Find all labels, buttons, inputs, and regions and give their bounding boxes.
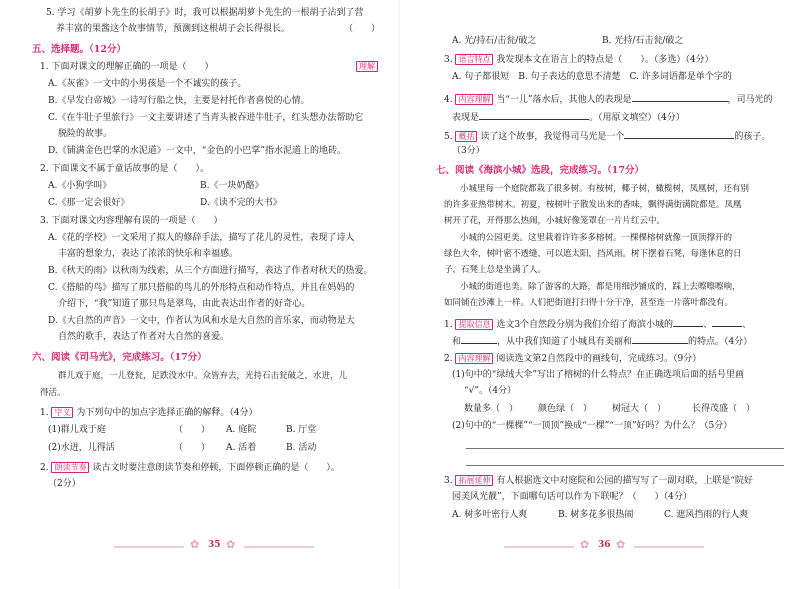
s7-q1-text-d: ，从中我们知道了小城具有美丽和 [497,337,633,347]
passage-p5: 绿色大伞，树叶密不透缝，可以遮太阳，挡风雨。树下摆着石凳，每逢休息的日 [444,249,742,259]
s7-q1-text-e: 的特点。（4分） [688,337,753,347]
s6-q5: 5. 概括 读了这个故事，我觉得司马光是一个 的孩子。 [444,129,770,143]
palm-icon: ✿ [616,538,626,551]
s6-q1-item-1-a: A. 庭院 [226,425,257,435]
s6-q5-text-b: 的孩子。 [734,132,771,142]
s6-q1-item-1: (1)群儿戏于庭 [48,425,106,435]
s6-q4-text-b: ，司马光的 [727,95,773,105]
s6-q4: 4. 内容理解 当“一儿”落水后，其他人的表现是 ，司马光的 [444,92,773,106]
s5-q2-option-c: C.《那一定会很好》 [48,198,130,208]
s7-q1-text-a: 选文3个自然段分别为我们介绍了海滨小城的 [496,320,674,330]
passage-p8: 如同铺在沙滩上一样。人们把街道打扫得十分干净，甚至连一片落叶都没有。 [444,298,734,308]
s7-q2-option-2[interactable]: 颜色绿（ ） [538,404,593,414]
footer-bar-left [504,546,574,548]
s6-q4-line-2 [452,110,685,124]
s5-q2-option-b: B.《一块奶酪》 [200,181,264,191]
s5-q1-option-b: B.《早发白帝城》一诗写行船之快，主要是衬托作者喜悦的心情。 [48,96,310,106]
passage-p3: 树开了花，开得那么热闹，小城好像笼罩在一片片红云中。 [444,216,666,226]
s6-q5-score: （3分） [452,146,485,156]
q5-answer-paren[interactable]: （ ） [344,24,381,34]
s5-q3-option-a-2: 丰富的想象力，表达了浓浓的快乐和幸福感。 [58,249,239,259]
s7-q2-2: (2)句中的“一棵棵”“一顶顶”换成“一棵”“一顶”好吗？为什么？（5分） [452,421,733,431]
tag-language-feature: 语言特点 [455,54,493,65]
s6-q4-text-c: 表现是 [452,113,480,123]
s6-q2-option-b: B. 光持/石击瓮/破之 [602,36,684,46]
page-35 [4,0,392,589]
s6-q4-blank-1[interactable] [632,92,728,102]
tag-content-understanding: 内容理解 [455,94,493,105]
passage-p2: 的许多亚热带树木。初夏，桉树叶子散发出来的香味，飘得满街满院都是。凤凰 [444,200,742,210]
s6-q3: 3. 语言特点 我发现本文在语言上的特点是（ ）。（多选）（4分） [444,55,714,65]
s7-q3: 3. 拓展延伸 有人根据选文中对庭院和公园的描写写了一副对联，上联是“院好 [444,476,753,486]
footer-bar-right [634,546,704,548]
s5-q3-option-c-1: C.《搭船的鸟》描写了那只搭船的鸟儿的外形特点和动作特点，并且在妈妈的 [48,283,355,293]
s7-q3-text-a: 有人根据选文中对庭院和公园的描写写了一副对联，上联是“院好 [496,476,753,486]
s5-q2-option-d: D.《读不完的大书》 [200,198,282,208]
s6-q2: 2. 朗读节奏 读古文时要注意朗读节奏和停顿，下面停顿正确的是（ ）。 [40,463,340,473]
s5-q3-option-a-1: A.《花的学校》一文采用了拟人的修辞手法，描写了花儿的灵性，表现了诗人 [48,233,355,243]
answer-line-2[interactable] [466,465,784,466]
palm-icon: ✿ [226,538,236,551]
s7-q2-1-line-1: (1)句中的“绿绒大伞”写出了榕树的什么特点？在正确选项后面的括号里画 [452,370,744,380]
s6-q1-text: 为下列句中的加点字选择正确的解释。（4分） [76,408,258,418]
palm-icon: ✿ [190,538,200,551]
s7-q1: 1. 提取信息 选文3个自然段分别为我们介绍了海滨小城的 、 、 [444,317,751,331]
s6-q1: 1. 字义 为下列句中的加点字选择正确的解释。（4分） [40,408,258,418]
s7-q3-option-b: B. 树多花多很热闹 [558,510,634,520]
passage-p4: 小城的公园更美。这里栽着许许多多榕树。一棵棵榕树就像一顶顶撑开的 [460,233,733,243]
s7-q1-blank-3[interactable] [461,334,497,344]
s5-q3-option-d-2: 自然的歌手，表达了作者对大自然的喜爱。 [58,332,230,342]
tag-word-meaning: 字义 [51,407,73,418]
s7-q2-option-1[interactable]: 数量多（ ） [464,404,519,414]
s7-q3-text-b: 园美风光靓”，下面哪句话可以作为下联呢？（ ）（4分） [452,492,692,502]
s6-q2-option-a: A. 光/持石/击瓮/破之 [452,36,537,46]
passage-line-2: 得活。 [40,388,66,398]
s5-q1-option-c-2: 脱险的故事。 [58,129,113,139]
s5-q3-option-d-1: D.《大自然的声音》一文中，作者认为风和水是大自然的音乐家，而动物是大 [48,316,355,326]
s6-q1-item-2-b: B. 活动 [286,443,317,453]
s5-q1-option-c-1: C.《在牛肚子里旅行》一文主要讲述了当青头被吞进牛肚子，红头想办法帮助它 [48,113,364,123]
s7-q1-blank-4[interactable] [632,334,688,344]
s5-q2-option-a: A.《小狗学叫》 [48,181,112,191]
s7-q1-blank-1[interactable] [673,317,703,327]
s5-q3: 3. 下面对课文内容理解有误的一项是（ ） [40,216,223,226]
tag-summarize: 概括 [455,131,477,142]
passage-p1: 小城里每一个庭院都栽了很多树。有桉树，椰子树，橄榄树，凤凰树，还有别 [460,184,750,194]
s6-q1-item-1-paren[interactable]: （ ） [174,425,211,435]
s7-q2-option-4[interactable]: 长得茂盛（ ） [692,404,756,414]
s6-q3-options: A. 句子都很短 B. 句子表达的意思不清楚 C. 许多词语都是单个字的 [452,72,732,82]
s6-q5-blank[interactable] [624,129,734,139]
s6-q2-text: 读古文时要注意朗读节奏和停顿，下面停顿正确的是（ ）。 [92,463,340,473]
passage-p7: 小城的街道也美。除了游客的大路，都是用细沙铺成的，踩上去嚓嚓嚓响， [460,282,741,292]
tag-content-understanding: 内容理解 [455,353,493,364]
palm-icon: ✿ [580,538,590,551]
s7-q1-sep: 、 [742,320,752,330]
footer-bar-left [114,546,184,548]
s5-q1-tag-wrap [356,61,378,73]
s7-q2-option-3[interactable]: 树冠大（ ） [612,404,667,414]
s7-q1-and: 和 [452,337,462,347]
tag-extract-info: 提取信息 [455,319,493,330]
s5-q1-option-a: A.《灰雀》一文中的小男孩是一个不诚实的孩子。 [48,79,247,89]
section-7-title: 七、阅读《海滨小城》选段，完成练习。（17分） [436,165,644,176]
s6-q1-item-1-b: B. 厅堂 [286,425,317,435]
s6-q1-item-2-a: A. 活着 [226,443,257,453]
s7-q1-line-2 [452,334,752,348]
s6-q4-blank-2[interactable] [479,110,589,120]
s5-q2: 2. 下面课文不属于童话故事的是（ ）。 [40,164,209,174]
tag-extension: 拓展延伸 [455,475,493,486]
passage-line-1: 群儿戏于庭，一儿登瓮，足跌没水中。众皆弃去，光持石击瓮破之，水迸，儿 [58,371,348,381]
section-5-title: 五、选择题。（12分） [32,44,126,55]
answer-line-1[interactable] [466,448,784,449]
section-6-title: 六、阅读《司马光》，完成练习。（17分） [32,352,207,363]
s5-q1: 1. 下面对课文的理解正确的一项是（ ） [40,62,214,72]
s7-q2-text: 阅读选文第2自然段中的画线句，完成练习。（9分） [496,354,702,364]
s6-q1-item-2-paren[interactable]: （ ） [174,443,211,453]
s7-q1-blank-2[interactable] [712,317,742,327]
tag-reading-rhythm: 朗读节奏 [51,462,89,473]
s6-q2-score: （2分） [48,479,81,489]
page-number-36: 36 [598,540,611,550]
page-number-35: 35 [208,540,221,550]
s7-q2: 2. 内容理解 阅读选文第2自然段中的画线句，完成练习。（9分） [444,354,702,364]
footer-bar-right [244,546,314,548]
s5-q3-option-c-2: 介绍下，“我”知道了那只鸟是翠鸟，由此表达出作者的好奇心。 [58,299,311,309]
s5-q1-option-d: D.《铺满金色巴掌的水泥道》一文中，“金色的小巴掌”指水泥道上的地砖。 [48,146,346,156]
s7-q3-option-a: A. 树多叶密行人爽 [452,510,528,520]
q5-line-2: 养丰富的果酱这个故事情节，预测到这根胡子会长得很长。 [56,24,291,34]
page-36 [408,0,796,589]
s7-q2-1-line-2: “√”。（4分） [464,386,517,396]
q5-line-1: 5. 学习《胡萝卜先生的长胡子》时，我可以根据胡萝卜先生的一根胡子沾到了营 [46,8,364,18]
s6-q1-item-2: (2)水迸，儿得活 [48,443,115,453]
s5-q3-option-b: B.《秋天的雨》以秋雨为线索，从三个方面进行描写，表达了作者对秋天的热爱。 [48,266,373,276]
tag-understand: 理解 [356,61,378,72]
s6-q4-text-a: 当“一儿”落水后，其他人的表现是 [496,95,632,105]
passage-p6: 子，石凳上总是坐满了人。 [444,265,547,275]
s7-q1-sep: 、 [703,320,713,330]
s6-q5-text-a: 读了这个故事，我觉得司马光是一个 [480,132,625,142]
s7-q3-option-c: C. 遮风挡雨的行人爽 [664,510,749,520]
s6-q4-text-d: 。（用原文填空）（4分） [589,113,685,123]
page-gutter [398,0,400,589]
s6-q3-text: 我发现本文在语言上的特点是（ ）。（多选）（4分） [496,55,714,65]
